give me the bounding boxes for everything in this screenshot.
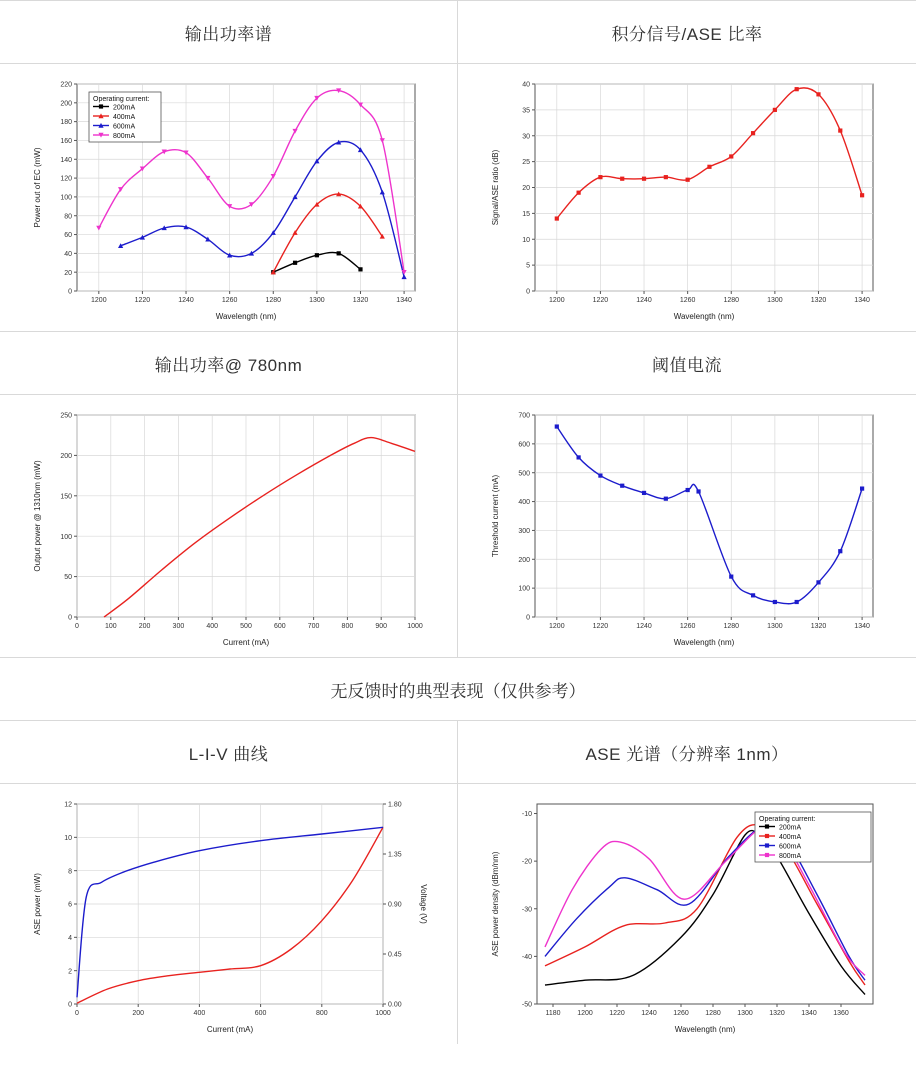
- svg-text:600: 600: [273, 623, 286, 630]
- svg-text:0: 0: [67, 1001, 72, 1009]
- svg-text:800mA: 800mA: [779, 853, 802, 860]
- svg-text:1300: 1300: [737, 1010, 753, 1017]
- svg-text:1280: 1280: [705, 1010, 721, 1017]
- svg-text:100: 100: [104, 623, 117, 630]
- svg-text:1240: 1240: [177, 297, 194, 304]
- svg-text:5: 5: [526, 262, 530, 270]
- svg-text:300: 300: [518, 528, 530, 536]
- svg-text:50: 50: [63, 574, 72, 582]
- svg-text:1000: 1000: [374, 1010, 391, 1017]
- svg-text:400mA: 400mA: [779, 834, 802, 841]
- svg-text:1.35: 1.35: [387, 851, 402, 859]
- svg-text:1260: 1260: [679, 297, 696, 304]
- svg-text:0.90: 0.90: [387, 901, 402, 909]
- panel-title-power-spectrum: 输出功率谱: [0, 1, 458, 63]
- svg-text:1300: 1300: [767, 623, 783, 630]
- svg-text:400: 400: [518, 499, 530, 507]
- svg-text:1360: 1360: [833, 1010, 849, 1017]
- svg-text:700: 700: [518, 412, 530, 420]
- svg-text:700: 700: [307, 623, 319, 630]
- svg-text:35: 35: [522, 107, 530, 115]
- svg-text:0: 0: [67, 288, 72, 296]
- svg-text:1180: 1180: [545, 1010, 561, 1017]
- svg-text:200mA: 200mA: [112, 104, 135, 112]
- svg-text:600mA: 600mA: [112, 123, 135, 131]
- svg-text:0.00: 0.00: [387, 1001, 402, 1009]
- svg-text:400: 400: [193, 1010, 205, 1017]
- svg-text:1320: 1320: [810, 623, 827, 630]
- svg-text:6: 6: [67, 901, 72, 909]
- svg-text:0: 0: [74, 1010, 79, 1017]
- signal-ase-ratio-svg: [487, 70, 887, 325]
- svg-text:1260: 1260: [221, 297, 237, 304]
- chart-output-power: [0, 395, 458, 657]
- svg-text:Wavelength (nm): Wavelength (nm): [673, 638, 735, 647]
- svg-text:0: 0: [74, 623, 79, 630]
- liv-curve-svg: [29, 790, 429, 1038]
- svg-text:800: 800: [341, 623, 353, 630]
- svg-text:800mA: 800mA: [112, 133, 135, 140]
- svg-text:500: 500: [239, 623, 252, 630]
- svg-text:-50: -50: [521, 1001, 532, 1009]
- svg-text:1320: 1320: [769, 1010, 785, 1017]
- svg-text:12: 12: [63, 801, 72, 809]
- svg-text:1220: 1220: [609, 1010, 625, 1017]
- chart-threshold-current: [458, 395, 916, 657]
- svg-text:0: 0: [526, 288, 530, 296]
- svg-text:40: 40: [522, 81, 530, 89]
- svg-text:140: 140: [59, 156, 72, 164]
- svg-text:40: 40: [63, 250, 72, 258]
- svg-text:-10: -10: [521, 811, 532, 819]
- svg-text:Operating current:: Operating current:: [92, 96, 149, 103]
- power-spectrum-svg: [29, 70, 429, 325]
- svg-text:ASE power density (dBm/nm): ASE power density (dBm/nm): [491, 851, 500, 957]
- title-row-1: [0, 1, 916, 64]
- svg-text:80: 80: [63, 213, 72, 221]
- svg-text:30: 30: [522, 133, 530, 141]
- svg-text:1000: 1000: [406, 623, 423, 630]
- svg-text:Current (mA): Current (mA): [222, 638, 269, 647]
- svg-text:4: 4: [67, 934, 72, 942]
- svg-text:1200: 1200: [577, 1010, 593, 1017]
- output-power-svg: [29, 401, 429, 651]
- svg-text:20: 20: [522, 185, 530, 193]
- svg-text:1200: 1200: [549, 297, 565, 304]
- threshold-current-svg: [487, 401, 887, 651]
- panel-title-threshold-current: 阈值电流: [652, 355, 722, 375]
- svg-text:180: 180: [59, 119, 72, 127]
- svg-text:1340: 1340: [801, 1010, 817, 1017]
- svg-text:1200: 1200: [90, 297, 107, 304]
- svg-text:Current (mA): Current (mA): [206, 1025, 253, 1034]
- svg-text:Output power @ 1310nm (mW): Output power @ 1310nm (mW): [32, 460, 42, 572]
- svg-text:300: 300: [172, 623, 184, 630]
- svg-text:1340: 1340: [854, 297, 870, 304]
- chart-power-spectrum: [0, 64, 458, 331]
- svg-text:-30: -30: [521, 906, 532, 914]
- svg-text:120: 120: [59, 175, 72, 183]
- svg-text:1220: 1220: [592, 623, 609, 630]
- svg-text:Voltage (V): Voltage (V): [418, 884, 428, 924]
- svg-text:20: 20: [63, 269, 72, 277]
- svg-text:0.45: 0.45: [387, 951, 402, 959]
- panel-title-ase-spectrum: ASE 光谱（分辨率 1nm）: [585, 744, 789, 764]
- svg-text:Signal/ASE ratio (dB): Signal/ASE ratio (dB): [491, 149, 500, 226]
- svg-text:0: 0: [67, 614, 72, 622]
- svg-text:400mA: 400mA: [112, 114, 135, 121]
- svg-text:600: 600: [518, 441, 530, 449]
- svg-text:600mA: 600mA: [779, 843, 802, 851]
- svg-text:1300: 1300: [308, 297, 325, 304]
- svg-text:1320: 1320: [810, 297, 827, 304]
- svg-text:8: 8: [67, 868, 72, 876]
- svg-text:Threshold current (mA): Threshold current (mA): [491, 474, 500, 558]
- panel-title-output-power: 输出功率@ 780nm: [0, 332, 458, 394]
- svg-text:1320: 1320: [352, 297, 368, 304]
- svg-text:Wavelength (nm): Wavelength (nm): [674, 1025, 736, 1034]
- svg-text:1240: 1240: [641, 1010, 657, 1017]
- svg-text:100: 100: [59, 194, 72, 202]
- svg-text:1240: 1240: [636, 297, 652, 304]
- svg-text:200: 200: [59, 453, 72, 460]
- chart-liv-curve: [0, 784, 458, 1044]
- svg-text:200: 200: [138, 623, 150, 630]
- svg-text:1.80: 1.80: [387, 801, 402, 809]
- chart-signal-ase-ratio: [458, 64, 916, 331]
- svg-text:250: 250: [59, 412, 72, 420]
- svg-text:100: 100: [518, 585, 530, 593]
- svg-text:Wavelength (nm): Wavelength (nm): [215, 312, 276, 321]
- svg-text:1280: 1280: [264, 297, 281, 304]
- svg-text:Wavelength (nm): Wavelength (nm): [673, 312, 735, 321]
- chart-row-1: [0, 64, 916, 332]
- svg-text:1340: 1340: [395, 297, 412, 304]
- chart-row-3: [0, 784, 916, 1044]
- section-band-note: 无反馈时的典型表现（仅供参考）: [0, 658, 916, 721]
- svg-text:100: 100: [59, 533, 72, 541]
- svg-text:600: 600: [254, 1010, 266, 1017]
- panel-title-signal-ase-ratio: 积分信号/ASE 比率: [611, 24, 763, 44]
- panel-title-liv-curve: L-I-V 曲线: [0, 721, 458, 783]
- svg-text:1280: 1280: [723, 623, 740, 630]
- svg-text:1280: 1280: [723, 297, 740, 304]
- svg-text:2: 2: [67, 968, 72, 976]
- title-row-3: [0, 721, 916, 784]
- svg-text:200mA: 200mA: [779, 824, 802, 832]
- svg-text:200: 200: [59, 100, 72, 108]
- svg-text:1220: 1220: [134, 297, 150, 304]
- svg-text:1240: 1240: [636, 623, 652, 630]
- svg-text:800: 800: [315, 1010, 328, 1017]
- ase-spectrum-svg: [487, 790, 887, 1038]
- svg-text:200: 200: [131, 1010, 144, 1017]
- svg-text:0: 0: [526, 614, 530, 622]
- svg-text:1260: 1260: [679, 623, 696, 630]
- svg-text:1220: 1220: [592, 297, 609, 304]
- svg-text:1200: 1200: [549, 623, 565, 630]
- svg-text:ASE power (mW): ASE power (mW): [32, 873, 42, 935]
- svg-text:10: 10: [63, 834, 72, 842]
- svg-text:160: 160: [59, 138, 72, 146]
- svg-text:900: 900: [374, 623, 387, 630]
- svg-text:400: 400: [205, 623, 218, 630]
- svg-text:25: 25: [522, 159, 530, 167]
- svg-text:220: 220: [59, 81, 72, 89]
- svg-text:60: 60: [63, 232, 72, 240]
- svg-text:-20: -20: [521, 858, 532, 866]
- svg-text:-40: -40: [521, 953, 532, 961]
- svg-text:1300: 1300: [767, 297, 783, 304]
- svg-text:Power out of EC (mW): Power out of EC (mW): [32, 147, 42, 228]
- svg-text:1340: 1340: [854, 623, 870, 630]
- title-row-2: [0, 332, 916, 395]
- svg-text:500: 500: [518, 470, 530, 478]
- svg-text:200: 200: [518, 556, 530, 564]
- chart-ase-spectrum: [458, 784, 916, 1044]
- svg-text:1260: 1260: [673, 1010, 689, 1017]
- svg-text:10: 10: [522, 236, 530, 244]
- svg-text:Operating current:: Operating current:: [759, 816, 816, 823]
- svg-text:15: 15: [522, 210, 530, 218]
- chart-row-2: [0, 395, 916, 658]
- svg-text:150: 150: [59, 493, 72, 501]
